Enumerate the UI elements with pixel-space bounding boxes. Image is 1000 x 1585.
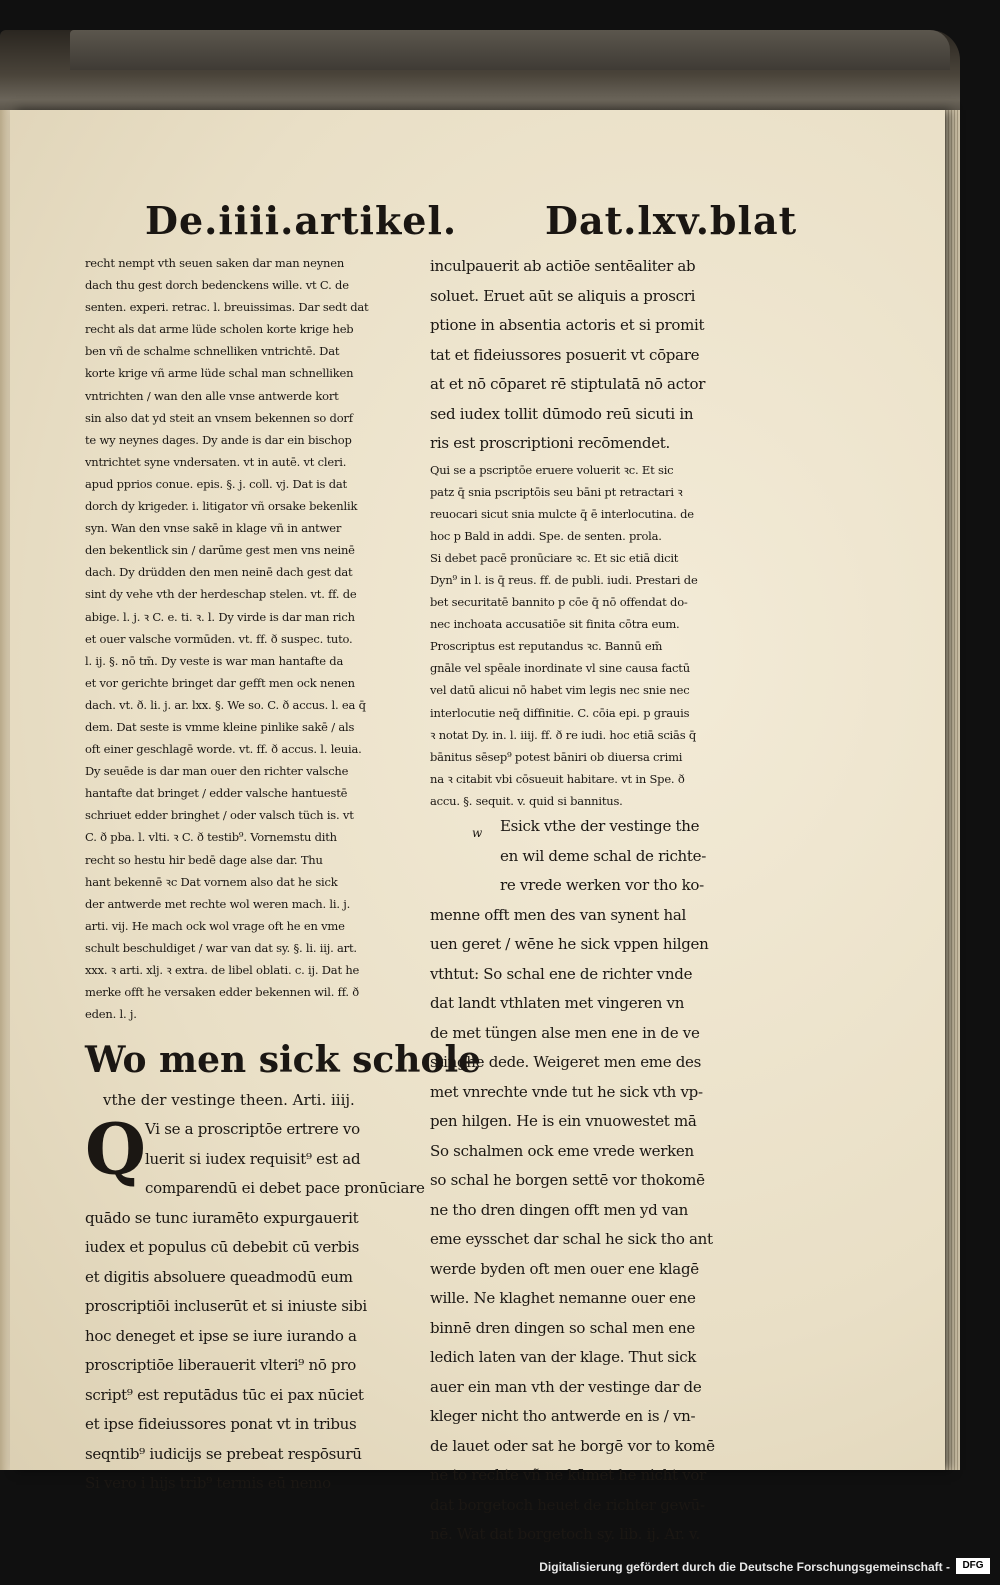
- latin-continuation: [430, 252, 765, 459]
- text-line: abige. l. j. ꝛ C. e. ti. ꝛ. l. Dy virde is dar man rich: [85, 609, 355, 624]
- text-line: schult beschuldiget / war van dat sy. §. li. iij. art.: [85, 940, 357, 955]
- text-line: inculpauerit ab actiōe sentēaliter ab: [430, 257, 696, 275]
- text-line: Esick vthe der vestinge the: [500, 817, 700, 835]
- text-line: so schal he borgen settē vor thokomē: [430, 1171, 705, 1189]
- text-line: auer ein man vth der vestinge dar de: [430, 1377, 702, 1396]
- section-heading: Wo men sick schole: [85, 1039, 482, 1082]
- text-line: hoc p Bald in addi. Spe. de senten. prola.: [430, 528, 662, 543]
- latin-text-block: [85, 1108, 425, 1499]
- text-line: Proscriptus est reputandus ꝛc. Bannū em̄: [430, 639, 663, 654]
- text-line: dat landt vthlaten met vingeren vn: [430, 994, 685, 1012]
- text-line: met vnrechte vnde tut he sick vth vp-: [430, 1082, 703, 1101]
- text-line: der antwerde met rechte wol weren mach. li. j.: [85, 896, 351, 911]
- german-text-block: [430, 812, 765, 1550]
- text-line: werde byden oft men ouer ene klagē: [430, 1259, 699, 1278]
- text-line: recht als dat arme lüde scholen korte krige heb: [85, 322, 354, 337]
- text-line: Qui se a pscriptōe eruere voluerit ꝛc. Et sic: [430, 462, 674, 477]
- text-line: reuocari sicut snia mulcte q̄ ē interlocutina. de: [430, 506, 694, 521]
- text-line: interlocutie neq̄ diffinitie. C. cōia epi. p grauis: [430, 705, 690, 720]
- text-line: vthtut: So schal ene de richter vnde: [430, 964, 693, 983]
- text-line: dorch dy krigeder. i. litigator vñ orsake bekenlik: [85, 499, 358, 514]
- text-line: nē. Wat dat borgetoch sy. lib. ij. Ar. v.: [430, 1525, 700, 1543]
- text-line: hant bekennē ꝛc Dat vornem also dat he sick: [85, 874, 338, 889]
- text-line: de lauet oder sat he borgē vor to komē: [430, 1436, 715, 1455]
- text-line: schriuet edder bringhet / oder valsch tüch is. vt: [85, 808, 354, 823]
- text-line: luerit si iudex requisit⁹ est ad: [145, 1149, 361, 1168]
- book-page: [10, 110, 945, 1543]
- text-line: oft einer geschlagē worde. vt. ff. ð accus. l. leuia.: [85, 742, 362, 757]
- text-line: na ꝛ citabit vbi cōsueuit habitare. vt in Spe. ð: [430, 771, 685, 786]
- text-line: dat borgetoch heuet de richter gewū-: [430, 1495, 705, 1514]
- text-line: dem. Dat seste is vmme kleine pinlike sakē / als: [85, 719, 355, 734]
- text-line: Dy seuēde is dar man ouer den richter valsche: [85, 764, 349, 779]
- text-line: hantafte dat bringet / edder valsche hantuestē: [85, 786, 348, 801]
- text-line: accu. §. sequit. v. quid si bannitus.: [430, 793, 623, 808]
- section-subheading: vthe der vestinge theen. Arti. iiij.: [103, 1091, 355, 1110]
- text-line: vel datū alicui nō habet vim legis nec snie nec: [430, 683, 690, 698]
- text-line: vntrichten / wan den alle vnse antwerde kort: [85, 388, 339, 403]
- text-line: eden. l. j.: [85, 1007, 137, 1022]
- text-line: xxx. ꝛ arti. xlj. ꝛ extra. de libel oblati. c. ij. Dat he: [85, 963, 360, 977]
- footer-bar: [0, 1548, 1000, 1585]
- text-line: et digitis absoluere queadmodū eum: [85, 1267, 353, 1286]
- right-column: [430, 252, 765, 1550]
- text-line: hoc deneget et ipse se iure iurando a: [85, 1326, 357, 1345]
- text-line: korte krige vñ arme lüde schal man schnelliken: [85, 366, 354, 381]
- text-line: sed iudex tollit dūmodo reū sicuti in: [430, 404, 694, 423]
- text-line: Vi se a proscriptōe ertrere vo: [145, 1120, 360, 1139]
- text-line: bānitus sēsep⁹ potest bāniri ob diuersa crimi: [430, 749, 683, 764]
- text-line: recht so hestu hir bedē dage alse dar. Thu: [85, 852, 323, 867]
- text-line: syn. Wan den vnse sakē in klage vñ in antwer: [85, 521, 342, 536]
- text-line: Si vero i hijs trib⁹ termis eū nemo: [85, 1474, 331, 1493]
- text-line: proscriptiōi incluserūt et si iniuste sibi: [85, 1297, 367, 1316]
- text-line: ledich laten van der klage. Thut sick: [430, 1348, 697, 1366]
- text-line: dach. vt. ð. li. j. ar. lxx. §. We so. C. ð accus. l. ea q̄: [85, 697, 366, 712]
- text-line: uen geret / wēne he sick vppen hilgen: [430, 935, 709, 953]
- gloss-block: [430, 459, 765, 813]
- text-line: Si debet pacē pronūciare ꝛc. Et sic etiā dicit: [430, 550, 679, 565]
- text-line: de met tüngen alse men ene in de ve: [430, 1023, 700, 1042]
- text-line: en wil deme schal de richte-: [500, 846, 706, 865]
- text-line: menne offt men des van synent hal: [430, 905, 686, 924]
- text-line: wille. Ne klaghet nemanne ouer ene: [430, 1289, 696, 1307]
- text-line: apud pprios conue. epis. §. j. coll. vj. Dat is dat: [85, 476, 347, 491]
- text-line: merke offt he versaken edder bekennen wil. ff. ð: [85, 985, 359, 1000]
- text-line: tat et fideiussores posuerit vt cōpare: [430, 345, 700, 364]
- text-line: So schalmen ock eme vrede werken: [430, 1141, 694, 1160]
- text-line: ꝛ notat Dy. in. l. iiij. ff. ð re iudi. hoc etiā sciās q̄: [430, 727, 697, 742]
- text-line: seqntib⁹ iudicijs se prebeat respōsurū: [85, 1444, 362, 1463]
- funding-credit: Digitalisierung gefördert durch die Deutsche Forschungsgemeinschaft -: [539, 1560, 950, 1574]
- text-line: vntrichtet syne vndersaten. vt in autē. vt cleri.: [85, 454, 347, 469]
- text-line: ne tho dren dingen offt men yd van: [430, 1200, 689, 1219]
- text-line: recht nempt vth seuen saken dar man neynen: [85, 256, 345, 270]
- text-line: senten. experi. retrac. l. breuissimas. Dar sedt dat: [85, 300, 369, 315]
- commentary-paragraph: [85, 252, 415, 1025]
- text-line: proscriptiōe liberauerit vlteri⁹ nō pro: [85, 1356, 356, 1375]
- text-line: kleger nicht tho antwerde en is / vn-: [430, 1407, 696, 1425]
- text-line: patz q̄ snia pscriptōis seu bāni pt retractari ꝛ: [430, 484, 683, 499]
- text-line: comparendū ei debet pace pronūciare: [145, 1179, 425, 1198]
- text-line: pen hilgen. He is ein vnuowestet mā: [430, 1112, 697, 1130]
- german-lines: [430, 812, 765, 1550]
- text-line: et ipse fideiussores ponat vt in tribus: [85, 1415, 357, 1434]
- running-head-left: De.iiii.artikel.: [145, 198, 458, 243]
- text-line: ne to rechte vñ ne kūmet he nicht vor: [430, 1466, 706, 1484]
- text-line: sint dy vehe vth der herdeschap stelen. vt. ff. de: [85, 587, 357, 602]
- text-line: eme eysschet dar schal he sick tho ant: [430, 1230, 713, 1248]
- text-line: ris est proscriptioni recōmendet.: [430, 434, 670, 452]
- text-line: et vor gerichte bringet dar gefft men ock nenen: [85, 675, 355, 690]
- text-line: dach. Dy drüdden den men neinē dach gest dat: [85, 565, 353, 580]
- text-line: nec inchoata accusatiōe sit finita cōtra eum.: [430, 617, 680, 632]
- text-line: script⁹ est reputādus tūc ei pax nūciet: [85, 1385, 364, 1404]
- text-line: gnāle vel spēale inordinate vl sine causa factū: [430, 661, 690, 676]
- text-line: soluet. Eruet aūt se aliquis a proscri: [430, 286, 696, 305]
- text-line: sin also dat yd steit an vnsem bekennen so dorf: [85, 410, 353, 425]
- text-line: den bekentlick sin / darūme gest men vns neinē: [85, 543, 355, 558]
- text-line: bet securitatē bannito p cōe q̄ nō offendat do-: [430, 595, 688, 610]
- text-line: te wy neynes dages. Dy ande is dar ein bischop: [85, 432, 352, 447]
- left-column: [85, 252, 482, 1499]
- page-header: [10, 198, 945, 258]
- text-line: re vrede werken vor tho ko-: [500, 876, 704, 894]
- text-line: dach thu gest dorch bedenckens wille. vt C. de: [85, 278, 349, 293]
- text-line: Dyn⁹ in l. is q̄ reus. ff. de publi. iudi. Prestari de: [430, 572, 698, 587]
- folio-number: Dat.lxv.blat: [545, 198, 798, 243]
- text-line: l. ij. §. nō tm̄. Dy veste is war man hantafte da: [85, 653, 344, 668]
- dfg-logo: DFG: [956, 1558, 990, 1574]
- text-line: ptione in absentia actoris et si promit: [430, 316, 705, 334]
- text-line: et ouer valsche vormūden. vt. ff. ð suspec. tuto.: [85, 631, 353, 646]
- text-line: arti. vij. He mach ock wol vrage oft he en vme: [85, 918, 345, 933]
- text-line: binnē dren dingen so schal men ene: [430, 1318, 695, 1337]
- text-line: iudex et populus cū debebit cū verbis: [85, 1238, 359, 1257]
- margin-marker: w: [472, 826, 483, 840]
- text-line: quādo se tunc iuramēto expurgauerit: [85, 1208, 359, 1227]
- text-line: stinghe dede. Weigeret men eme des: [430, 1053, 702, 1071]
- text-line: at et nō cōparet rē stiptulatā nō actor: [430, 375, 706, 393]
- text-line: C. ð pba. l. vlti. ꝛ C. ð testib⁹. Vornemstu dith: [85, 830, 337, 845]
- drop-cap-initial: Q: [85, 1108, 146, 1192]
- text-line: ben vñ de schalme schnelliken vntrichtē. Dat: [85, 344, 340, 359]
